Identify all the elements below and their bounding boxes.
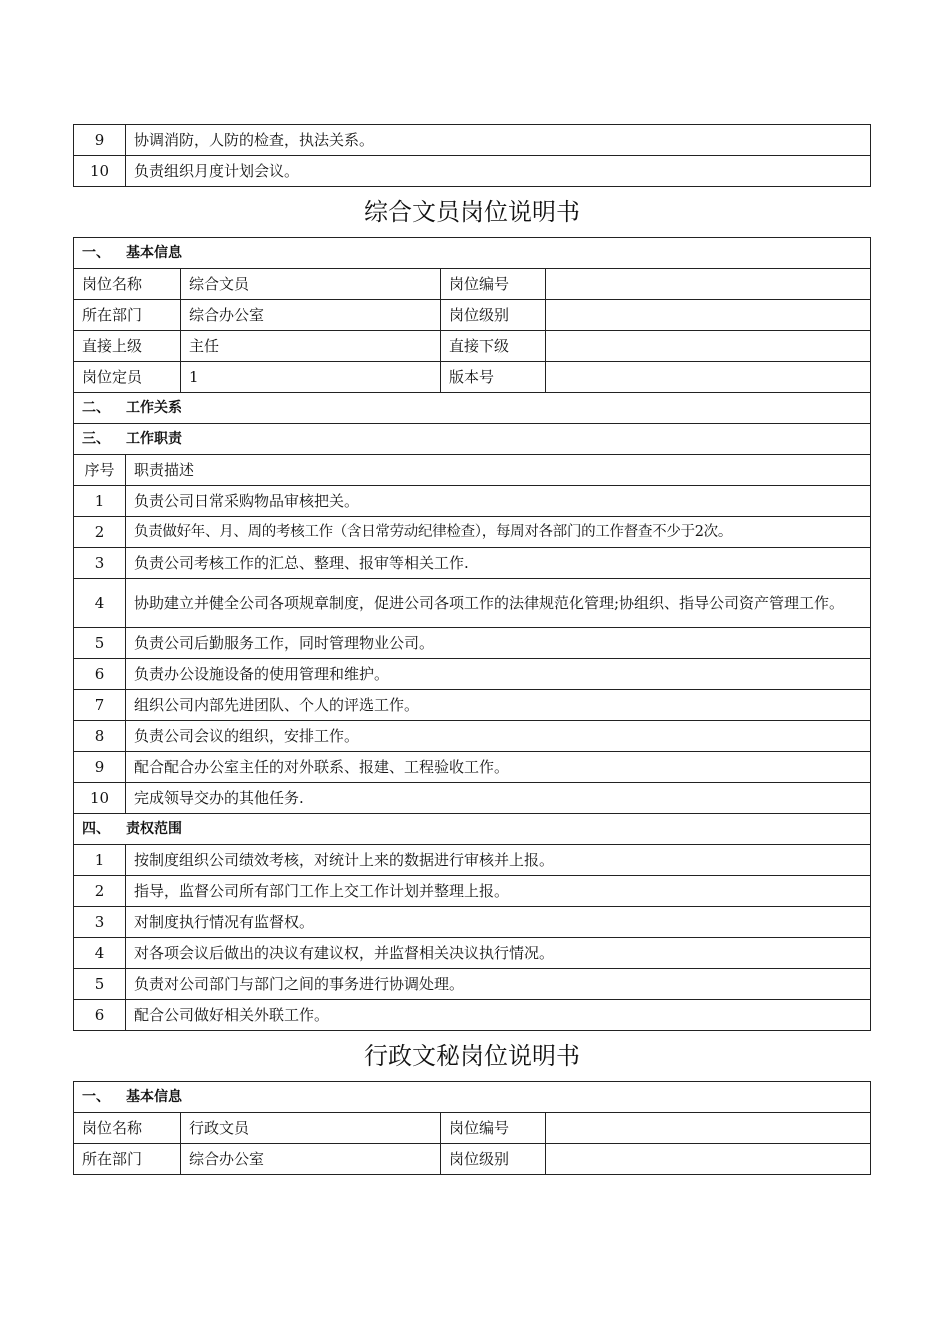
table-row (74, 125, 871, 156)
table-row (74, 331, 871, 362)
row-number: 4 (74, 579, 126, 628)
section-basic-info (74, 238, 871, 269)
row-description: 配合配合办公室主任的对外联系、报建、工程验收工作。 (126, 752, 871, 783)
row-description: 对制度执行情况有监督权。 (126, 907, 871, 938)
table-row (74, 486, 871, 517)
field-label: 岗位名称 (74, 1113, 181, 1144)
row-number: 9 (74, 125, 126, 156)
previous-duties-table (73, 124, 871, 187)
doc1-title: 综合文员岗位说明书 (364, 198, 580, 226)
row-description: 组织公司内部先进团队、个人的评选工作。 (126, 690, 871, 721)
section-header-row (74, 814, 871, 845)
section-label: 责权范围 (126, 821, 182, 837)
field-label: 直接上级 (74, 331, 181, 362)
table-row (74, 269, 871, 300)
row-description: 负责组织月度计划会议。 (126, 156, 871, 187)
section-index: 三、 (82, 431, 110, 447)
row-number: 5 (74, 628, 126, 659)
row-number: 2 (74, 517, 126, 548)
table-row (74, 362, 871, 393)
table-row (74, 659, 871, 690)
row-number: 6 (74, 1000, 126, 1031)
table-row (74, 1144, 871, 1175)
table-row (74, 752, 871, 783)
table-row (74, 1113, 871, 1144)
field-label: 岗位定员 (74, 362, 181, 393)
field-label: 岗位编号 (441, 1113, 546, 1144)
row-description: 负责对公司部门与部门之间的事务进行协调处理。 (126, 969, 871, 1000)
row-description: 协调消防，人防的检查，执法关系。 (126, 125, 871, 156)
field-value (546, 362, 871, 393)
table-row (74, 845, 871, 876)
table-row (74, 907, 871, 938)
row-description: 配合公司做好相关外联工作。 (126, 1000, 871, 1031)
row-description: 负责公司后勤服务工作，同时管理物业公司。 (126, 628, 871, 659)
column-header-description: 职责描述 (126, 455, 871, 486)
table-row (74, 876, 871, 907)
row-number: 4 (74, 938, 126, 969)
section-basic-info (74, 1082, 871, 1113)
section-index: 二、 (82, 400, 110, 416)
row-number: 5 (74, 969, 126, 1000)
table-row (74, 548, 871, 579)
table-row (74, 300, 871, 331)
row-description: 负责公司会议的组织，安排工作。 (126, 721, 871, 752)
row-number: 10 (74, 156, 126, 187)
table-row (74, 783, 871, 814)
table-row (74, 721, 871, 752)
section-label: 基本信息 (126, 1089, 182, 1105)
row-number: 9 (74, 752, 126, 783)
section-header-row (74, 393, 871, 424)
field-value (546, 1144, 871, 1175)
section-label: 工作关系 (126, 400, 182, 416)
field-value: 1 (181, 362, 441, 393)
field-label: 所在部门 (74, 1144, 181, 1175)
field-value: 主任 (181, 331, 441, 362)
row-number: 10 (74, 783, 126, 814)
field-label: 版本号 (441, 362, 546, 393)
field-value: 行政文员 (181, 1113, 441, 1144)
row-number: 2 (74, 876, 126, 907)
field-label: 直接下级 (441, 331, 546, 362)
row-description: 完成领导交办的其他任务. (126, 783, 871, 814)
table-row (74, 938, 871, 969)
row-number: 3 (74, 907, 126, 938)
table-row (74, 690, 871, 721)
field-value: 综合办公室 (181, 1144, 441, 1175)
row-number: 7 (74, 690, 126, 721)
field-value: 综合文员 (181, 269, 441, 300)
section-index: 四、 (82, 821, 110, 837)
doc2-title: 行政文秘岗位说明书 (364, 1042, 580, 1070)
column-header-number: 序号 (74, 455, 126, 486)
row-description: 协助建立并健全公司各项规章制度，促进公司各项工作的法律规范化管理;协组织、指导公司资产管理工作。 (126, 579, 871, 628)
section-label: 工作职责 (126, 431, 182, 447)
row-number: 3 (74, 548, 126, 579)
section-work-relations (74, 393, 871, 424)
table-row (74, 517, 871, 548)
row-description: 按制度组织公司绩效考核，对统计上来的数据进行审核并上报。 (126, 845, 871, 876)
field-label: 岗位级别 (441, 1144, 546, 1175)
row-description: 负责公司日常采购物品审核把关。 (126, 486, 871, 517)
row-description: 对各项会议后做出的决议有建议权，并监督相关决议执行情况。 (126, 938, 871, 969)
doc2-basic-info-table (73, 1081, 871, 1175)
table-row (74, 156, 871, 187)
field-label: 所在部门 (74, 300, 181, 331)
row-number: 1 (74, 486, 126, 517)
table-row (74, 628, 871, 659)
doc1-duties-table (73, 392, 871, 1031)
section-index: 一、 (82, 245, 110, 261)
document-page (73, 124, 871, 1175)
doc1-basic-info-table (73, 237, 871, 393)
table-row (74, 579, 871, 628)
row-description: 负责办公设施设备的使用管理和维护。 (126, 659, 871, 690)
row-description: 负责公司考核工作的汇总、整理、报审等相关工作. (126, 548, 871, 579)
section-duties (74, 424, 871, 455)
section-header-row (74, 238, 871, 269)
table-row (74, 969, 871, 1000)
section-rights (74, 814, 871, 845)
table-row (74, 1000, 871, 1031)
field-value: 综合办公室 (181, 300, 441, 331)
field-value (546, 331, 871, 362)
row-description: 负责做好年、月、周的考核工作（含日常劳动纪律检查），每周对各部门的工作督查不少于2次。 (126, 517, 871, 548)
row-number: 1 (74, 845, 126, 876)
section-header-row (74, 424, 871, 455)
field-value (546, 269, 871, 300)
row-number: 8 (74, 721, 126, 752)
field-value (546, 1113, 871, 1144)
duty-header-row (74, 455, 871, 486)
row-number: 6 (74, 659, 126, 690)
field-label: 岗位级别 (441, 300, 546, 331)
row-description: 指导，监督公司所有部门工作上交工作计划并整理上报。 (126, 876, 871, 907)
field-label: 岗位名称 (74, 269, 181, 300)
section-header-row (74, 1082, 871, 1113)
section-label: 基本信息 (126, 245, 182, 261)
section-index: 一、 (82, 1089, 110, 1105)
field-label: 岗位编号 (441, 269, 546, 300)
field-value (546, 300, 871, 331)
